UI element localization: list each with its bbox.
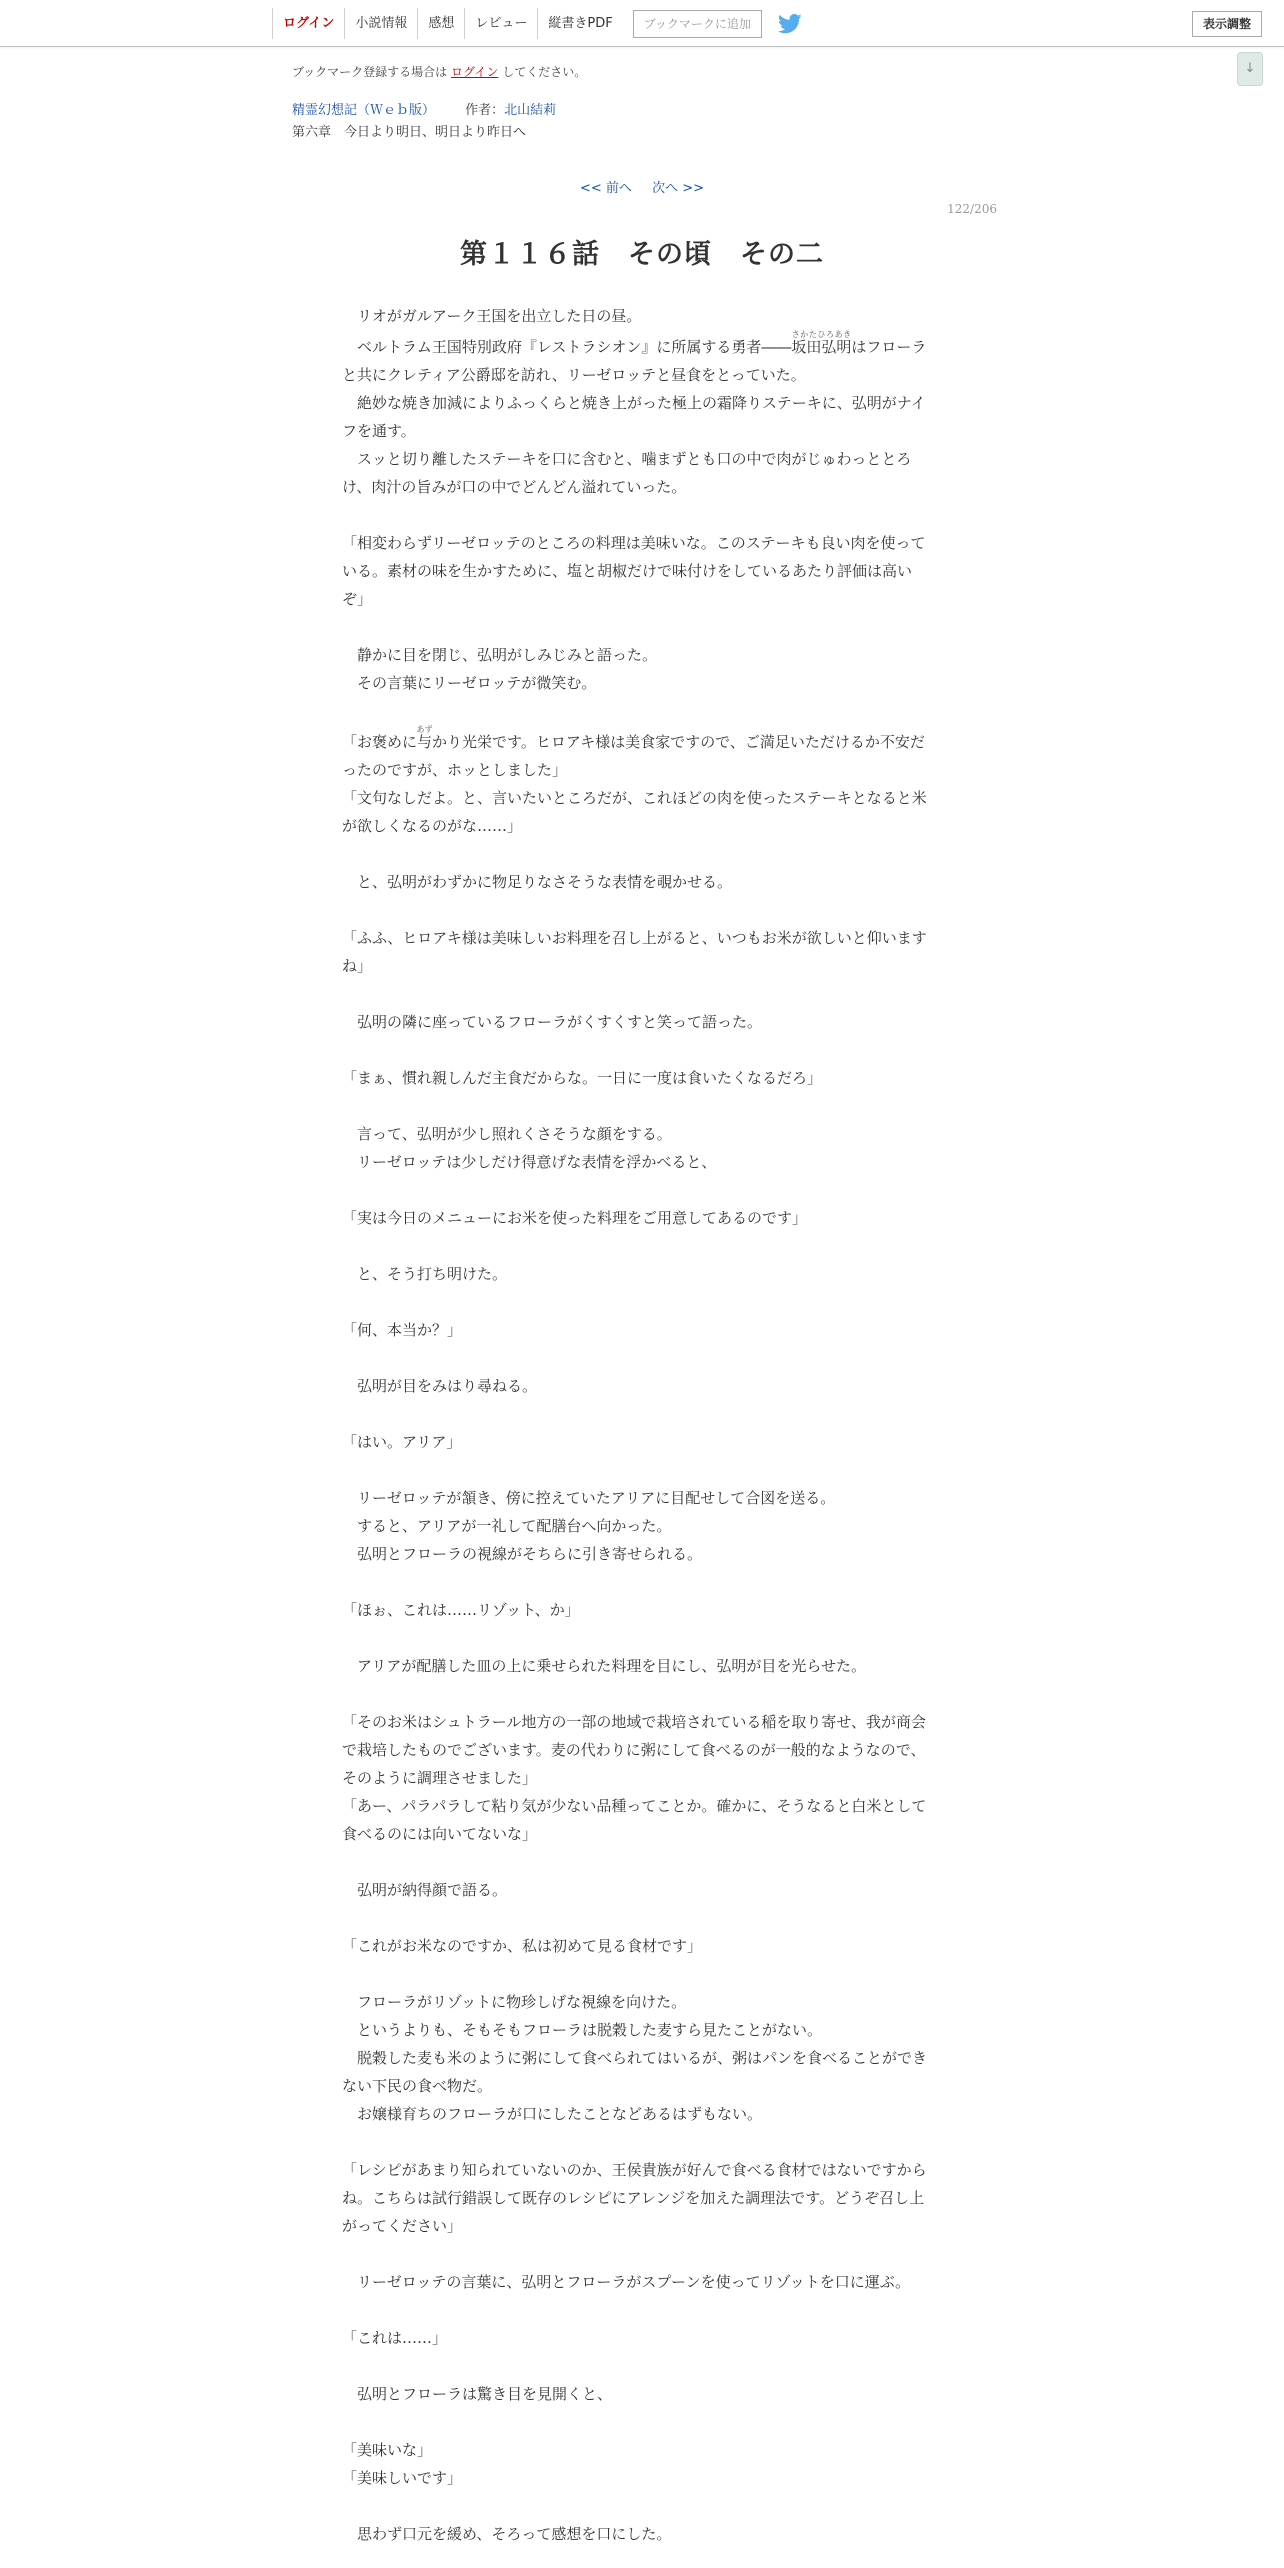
prev-page-link[interactable]: << 前へ: [580, 181, 632, 196]
login-note-prefix: ブックマーク登録する場合は: [292, 65, 448, 79]
ruby-annotation: [791, 330, 852, 356]
nav-vertical-pdf-link[interactable]: 縦書きPDF: [537, 8, 622, 39]
blank-line: [342, 613, 934, 641]
body-line: 思わず口元を緩め、そろって感想を口にした。: [342, 2525, 672, 2543]
body-line: 絶妙な焼き加減によりふっくらと焼き上がった極上の霜降りステーキに、弘明がナイフを通す。: [342, 394, 926, 440]
body-line: 「レシピがあまり知られていないのか、王侯貴族が好んで食べる食材ではないですからね。こちらは試行錯誤して既存のレシピにアレンジを加えた調理法です。どうぞ召し上がってください」: [342, 2161, 927, 2235]
body-line-part: かり光栄です。ヒロアキ様は美食家ですので、ご満足いただけるか不安だったのですが、ホッとしました」: [342, 733, 925, 779]
blank-line: [342, 840, 934, 868]
nav-menu: [272, 8, 804, 39]
body-line: 「ふふ、ヒロアキ様は美味しいお料理を召し上がると、いつもお米が欲しいと仰いますね」: [342, 929, 927, 975]
body-line: 「そのお米はシュトラール地方の一部の地域で栽培されている稲を取り寄せ、我が商会で栽培したものでございます。麦の代わりに粥にして食べるのが一般的なようなので、そのように調理させました」: [342, 1713, 926, 1787]
blank-line: [342, 2128, 934, 2156]
page-count: 122/206: [947, 202, 997, 216]
blank-line: [342, 2492, 934, 2520]
blank-line: [342, 1624, 934, 1652]
episode-pager: [0, 177, 1284, 196]
body-line-part: はフローラと共にクレティア公爵邸を訪れ、リーゼロッテと昼食をとっていた。: [342, 338, 927, 384]
ruby-base: 与: [416, 733, 433, 751]
blank-line: [342, 2352, 934, 2380]
body-line: と、弘明がわずかに物足りなさそうな表情を覗かせる。: [342, 873, 733, 891]
blank-line: [342, 1568, 934, 1596]
login-note: [292, 63, 586, 80]
body-line: 「はい。アリア」: [342, 1433, 462, 1451]
nav-login-link[interactable]: ログイン: [272, 8, 344, 39]
blank-line: [342, 1456, 934, 1484]
body-line: フローラがリゾットに物珍しげな視線を向けた。: [342, 1993, 687, 2011]
body-line: すると、アリアが一礼して配膳台へ向かった。: [342, 1517, 672, 1535]
twitter-bird-icon[interactable]: [778, 13, 804, 35]
body-line: 「文句なしだよ。と、言いたいところだが、これほどの肉を使ったステーキとなると米が欲しくなるのがな……」: [342, 789, 927, 835]
blank-line: [342, 896, 934, 924]
body-line-part: 「お褒めに: [342, 733, 418, 751]
novel-title-link[interactable]: 精霊幻想記（Ｗｅｂ版）: [292, 103, 436, 118]
blank-line: [342, 2408, 934, 2436]
episode-title: 第１１６話 その頃 その二: [460, 239, 824, 270]
blank-line: [342, 1176, 934, 1204]
body-line: リオがガルアーク王国を出立した日の昼。: [342, 307, 642, 325]
login-note-link[interactable]: ログイン: [451, 65, 499, 79]
chapter-title: 第六章 今日より明日、明日より昨日へ: [292, 125, 527, 140]
body-line-part: ベルトラム王国特別政府『レストラシオン』に所属する勇者――: [342, 338, 792, 356]
author-name-link[interactable]: 北山結莉: [504, 103, 557, 118]
add-bookmark-button[interactable]: ブックマークに追加: [633, 10, 762, 38]
blank-line: [342, 980, 934, 1008]
body-line: 「美味しいです」: [342, 2469, 463, 2487]
body-line: 静かに目を閉じ、弘明がしみじみと語った。: [342, 646, 658, 664]
nav-novel-info-link[interactable]: 小説情報: [344, 8, 417, 39]
blank-line: [342, 1400, 934, 1428]
top-navigation-bar: [0, 0, 1284, 47]
episode-body: [342, 302, 934, 2548]
blank-line: [342, 2240, 934, 2268]
body-line: リーゼロッテの言葉に、弘明とフローラがスプーンを使ってリゾットを口に運ぶ。: [342, 2273, 911, 2291]
body-line: お嬢様育ちのフローラが口にしたことなどあるはずもない。: [342, 2105, 763, 2123]
nav-review-link[interactable]: レビュー: [464, 8, 537, 39]
blank-line: [342, 1036, 934, 1064]
body-line: [342, 725, 934, 784]
body-line: 弘明が納得顔で語る。: [342, 1881, 508, 1899]
nav-impressions-link[interactable]: 感想: [417, 8, 464, 39]
blank-line: [342, 1680, 934, 1708]
ruby-reading: さかたひろあき: [791, 330, 852, 339]
body-line: 「美味いな」: [342, 2441, 433, 2459]
body-line: [342, 330, 934, 389]
blank-line: [342, 1288, 934, 1316]
body-line: 弘明が目をみはり尋ねる。: [342, 1377, 538, 1395]
body-line: アリアが配膳した皿の上に乗せられた料理を目にし、弘明が目を光らせた。: [342, 1657, 866, 1675]
novel-info-line: [292, 99, 556, 118]
display-settings-button[interactable]: 表示調整: [1192, 11, 1262, 37]
body-line: 「ほぉ、これは……リゾット、か」: [342, 1601, 580, 1619]
blank-line: [342, 1092, 934, 1120]
login-note-suffix: してください。: [502, 65, 587, 79]
body-line: と、そう打ち明けた。: [342, 1265, 508, 1283]
body-line: 「これは……」: [342, 2329, 448, 2347]
body-line: 「これがお米なのですか、私は初めて見る食材です」: [342, 1937, 703, 1955]
blank-line: [342, 1232, 934, 1260]
body-line: 言って、弘明が少し照れくさそうな顔をする。: [342, 1125, 672, 1143]
body-line: 「何、本当か？」: [342, 1321, 463, 1339]
body-line: 弘明の隣に座っているフローラがくすくすと笑って語った。: [342, 1013, 763, 1031]
body-line: その言葉にリーゼロッテが微笑む。: [342, 674, 597, 692]
body-line: 「まぁ、慣れ親しんだ主食だからな。一日に一度は食いたくなるだろ」: [342, 1069, 823, 1087]
ruby-base: 坂田弘明: [791, 338, 852, 356]
author-label: 作者：: [465, 103, 505, 118]
body-line: リーゼロッテは少しだけ得意げな表情を浮かべると、: [342, 1153, 717, 1171]
blank-line: [342, 2296, 934, 2324]
body-line: 弘明とフローラは驚き目を見開くと、: [342, 2385, 613, 2403]
body-line: 脱穀した麦も米のように粥にして食べられてはいるが、粥はパンを食べることができない下民の食べ物だ。: [342, 2049, 928, 2095]
blank-line: [342, 1848, 934, 1876]
blank-line: [342, 1344, 934, 1372]
next-page-link[interactable]: 次へ >>: [652, 181, 704, 196]
body-line: 「あー、パラパラして粘り気が少ない品種ってことか。確かに、そうなると白米として食べるのには向いてないな」: [342, 1797, 927, 1843]
blank-line: [342, 501, 934, 529]
body-line: 「実は今日のメニューにお米を使った料理をご用意してあるのです」: [342, 1209, 808, 1227]
body-line: 「相変わらずリーゼロッテのところの料理は美味いな。このステーキも良い肉を使っている。素材の味を生かすために、塩と胡椒だけで味付けをしているあたり評価は高いぞ」: [342, 534, 926, 608]
ruby-reading: あず: [416, 725, 433, 734]
blank-line: [342, 697, 934, 725]
body-line: リーゼロッテが頷き、傍に控えていたアリアに目配せして合図を送る。: [342, 1489, 836, 1507]
blank-line: [342, 1960, 934, 1988]
body-line: 弘明とフローラの視線がそちらに引き寄せられる。: [342, 1545, 703, 1563]
blank-line: [342, 1904, 934, 1932]
body-line: スッと切り離したステーキを口に含むと、噛まずとも口の中で肉がじゅわっととろけ、肉汁の旨みが口の中でどんどん溢れていった。: [342, 450, 912, 496]
body-line: というよりも、そもそもフローラは脱穀した麦すら見たことがない。: [342, 2021, 823, 2039]
arrow-down-icon[interactable]: ↓: [1237, 52, 1263, 86]
ruby-annotation: [416, 725, 433, 751]
